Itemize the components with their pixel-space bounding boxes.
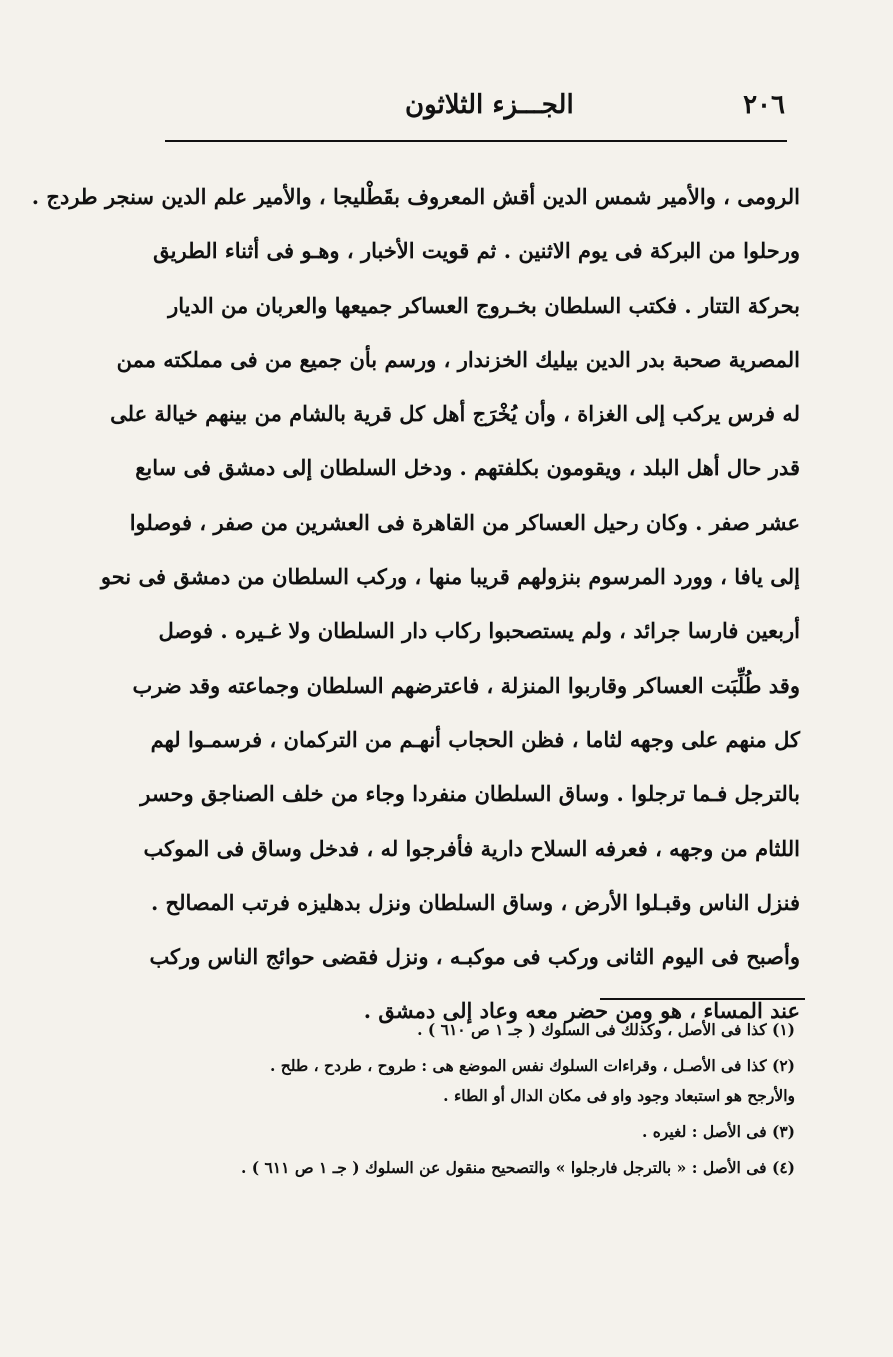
text-line: له فرس يركب إلى الغزاة ، وأن يُخْرَج أهل كل قرية بالشام من بينهم خيالة على bbox=[110, 401, 800, 427]
text-line: إلى يافا ، وورد المرسوم بنزولهم قريبا منها ، وركب السلطان من دمشق فى نحو bbox=[100, 564, 800, 590]
text-line: ورحلوا من البركة فى يوم الاثنين . ثم قويت الأخبار ، وهـو فى أثناء الطريق bbox=[153, 238, 800, 264]
page-header bbox=[165, 88, 785, 128]
footnote-3: (٣) فى الأصل : لغيره . bbox=[641, 1122, 795, 1141]
footnote-1: (١) كذا فى الأصل ، وكذلك فى السلوك ( جـ ١ ص ٦١٠ ) . bbox=[417, 1020, 795, 1039]
footnotes bbox=[185, 1015, 795, 1189]
text-line: وأصبح فى اليوم الثانى وركب فى موكبـه ، ونزل فقضى حوائج الناس وركب bbox=[149, 944, 800, 970]
text-line: قدر حال أهل البلد ، ويقومون بكلفتهم . ودخل السلطان إلى دمشق فى سابع bbox=[135, 455, 800, 481]
text-line: بحركة التتار . فكتب السلطان بخـروج العساكر جميعها والعربان من الديار bbox=[168, 292, 800, 318]
text-line: المصرية صحبة بدر الدين بيليك الخزندار ، ورسم بأن جميع من فى مملكته ممن bbox=[116, 346, 800, 372]
running-title: الجـــزء الثلاثون bbox=[405, 90, 574, 120]
page-number: ٢٠٦ bbox=[743, 90, 785, 120]
footnote-divider bbox=[600, 998, 805, 1000]
text-line: وقد طُلِّبَت العساكر وقاربوا المنزلة ، فاعترضهم السلطان وجماعته وقد ضرب bbox=[132, 672, 800, 698]
text-line: أربعين فارسا جرائد ، ولم يستصحبوا ركاب دار السلطان ولا غـيره . فوصل bbox=[158, 618, 800, 644]
header-divider bbox=[165, 140, 787, 142]
text-line: عشر صفر . وكان رحيل العساكر من القاهرة فى العشرين من صفر ، فوصلوا bbox=[129, 509, 800, 535]
text-line: بالترجل فـما ترجلوا . وساق السلطان منفردا وجاء من خلف الصناجق وحسر bbox=[140, 781, 800, 807]
text-line: فنزل الناس وقبـلوا الأرض ، وساق السلطان ونزل بدهليزه فرتب المصالح . bbox=[150, 889, 800, 915]
footnote-2-continued: والأرجح هو استبعاد وجود واو فى مكان الدال أو الطاء . bbox=[443, 1086, 795, 1105]
text-line: كل منهم على وجهه لثاما ، فظن الحجاب أنهـم من التركمان ، فرسمـوا لهم bbox=[150, 726, 800, 752]
text-line: اللثام من وجهه ، فعرفه السلاح دارية فأفرجوا له ، فدخل وساق فى الموكب bbox=[143, 835, 800, 861]
footnote-4: (٤) فى الأصل : « بالترجل فارجلوا » والتصحيح منقول عن السلوك ( جـ ١ ص ٦١١ ) . bbox=[240, 1158, 795, 1177]
footnote-2: (٢) كذا فى الأصـل ، وقراءات السلوك نفس الموضع هى : طروح ، طردح ، طلح . bbox=[270, 1056, 795, 1075]
main-text bbox=[31, 170, 800, 1039]
text-line: الرومى ، والأمير شمس الدين أقش المعروف بقَطْليجا ، والأمير علم الدين سنجر طردج . bbox=[31, 184, 800, 209]
text-line: عند المساء ، هو ومن حضر معه وعاد إلى دمشق . bbox=[363, 998, 800, 1024]
